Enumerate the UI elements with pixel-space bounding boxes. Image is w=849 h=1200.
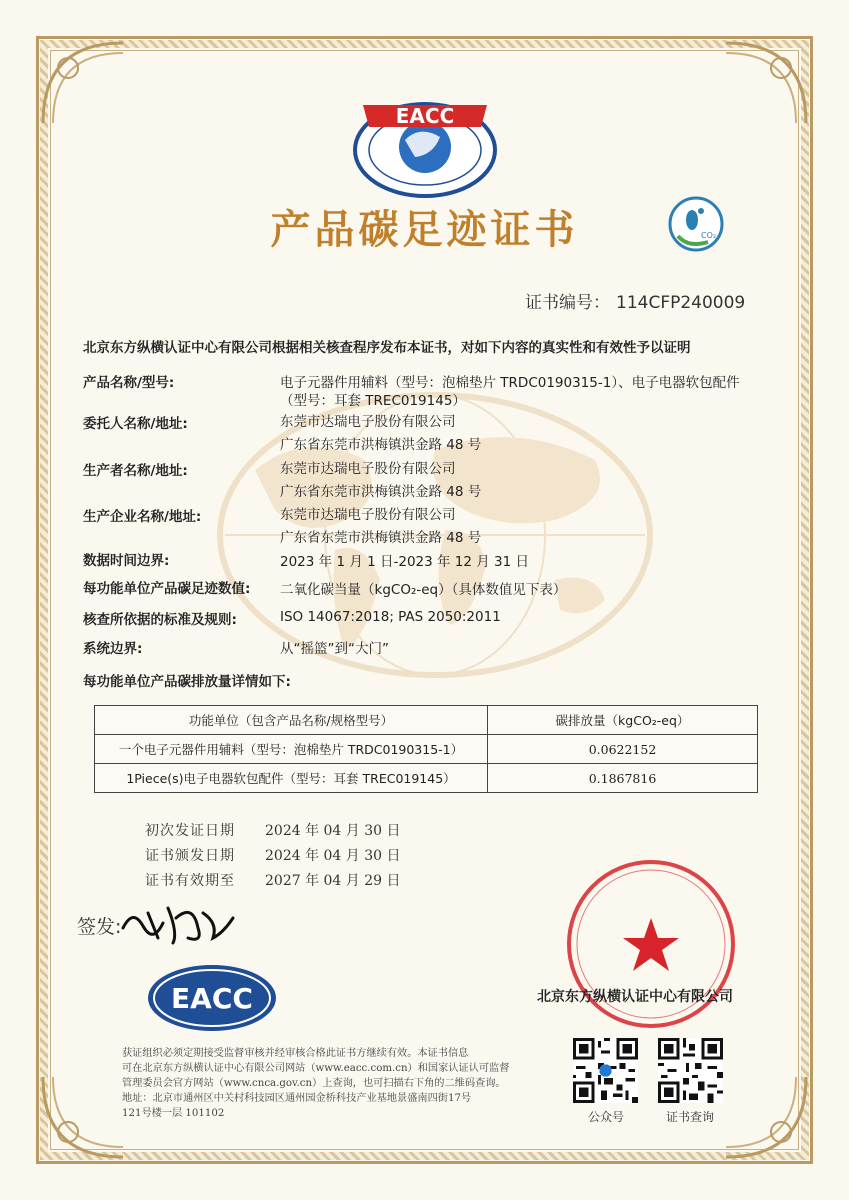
client-address: 广东省东莞市洪梅镇洪金路 48 号: [280, 437, 482, 453]
product-value-line2: （型号：耳套 TREC019145）: [280, 393, 466, 409]
table-row: [95, 735, 758, 764]
table-cell-unit: 1Piece(s)电子电器软包配件（型号：耳套 TREC019145）: [95, 764, 488, 793]
cert-no-value: 114CFP240009: [616, 293, 746, 313]
table-header-emission: 碳排放量（kgCO₂-eq）: [488, 706, 758, 735]
logo-eacc-text: EACC: [395, 104, 455, 128]
standard-label: 核查所依据的标准及规则:: [83, 612, 237, 628]
date-value: 2027 年 04 月 29 日: [265, 873, 401, 889]
footer-line: 获证组织必须定期接受监督审核并经审核合格此证书方继续有效。本证书信息: [122, 1048, 469, 1059]
client-name: 东莞市达瑞电子股份有限公司: [280, 414, 456, 430]
table-header-row: [95, 706, 758, 735]
producer-name: 东莞市达瑞电子股份有限公司: [280, 461, 456, 477]
certificate-title: 产品碳足迹证书: [270, 207, 579, 253]
svg-text:EACC: EACC: [171, 982, 253, 1015]
corner-ornament-top-right: [721, 38, 811, 128]
wechat-qr-code[interactable]: [573, 1038, 638, 1103]
footer-line: 地址：北京市通州区中关村科技园区通州园金桥科技产业基地景盛南四街17号: [122, 1093, 472, 1104]
footer-line: 121号楼一层 101102: [122, 1108, 225, 1119]
enterprise-label: 生产企业名称/地址:: [83, 509, 202, 525]
handwritten-signature: [118, 898, 238, 948]
system-boundary-value: 从“摇篮”到“大门”: [280, 641, 389, 657]
table-cell-unit: 一个电子元器件用辅料（型号：泡棉垫片 TRDC0190315-1）: [95, 735, 488, 764]
corner-ornament-top-left: [38, 38, 128, 128]
footer-line: 可在北京东方纵横认证中心有限公司网站（www.eacc.com.cn）和国家认证认可监督: [122, 1063, 510, 1074]
date-value: 2024 年 04 月 30 日: [265, 823, 401, 839]
footer-line: 管理委员会官方网站（www.cnca.gov.cn）上查询，也可扫描右下角的二维码查询。: [122, 1078, 506, 1089]
enterprise-name: 东莞市达瑞电子股份有限公司: [280, 507, 456, 523]
issuer-name: 北京东方纵横认证中心有限公司: [537, 989, 733, 1005]
date-label: 证书颁发日期: [145, 848, 235, 864]
date-row-expiry: [145, 870, 401, 895]
cfp-value: 二氧化碳当量（kgCO₂-eq）（具体数值见下表）: [280, 582, 567, 598]
footer-notice: [122, 1046, 557, 1121]
cert-no-label: 证书编号：: [525, 293, 610, 313]
certificate-query-qr-code[interactable]: [658, 1038, 723, 1103]
table-cell-emission: 0.0622152: [488, 735, 758, 764]
enterprise-address: 广东省东莞市洪梅镇洪金路 48 号: [280, 530, 482, 546]
product-label: 产品名称/型号:: [83, 375, 175, 391]
client-label: 委托人名称/地址:: [83, 416, 188, 432]
date-row-first-issue: [145, 820, 401, 845]
wechat-qr-label: 公众号: [588, 1110, 625, 1124]
certificate-number: [525, 288, 745, 313]
certificate-dates: [145, 820, 401, 895]
producer-address: 广东省东莞市洪梅镇洪金路 48 号: [280, 484, 482, 500]
producer-label: 生产者名称/地址:: [83, 463, 188, 479]
product-value-line1: 电子元器件用辅料（型号：泡棉垫片 TRDC0190315-1）、电子电器软包配件: [280, 375, 740, 391]
corner-ornament-bottom-right: [721, 1072, 811, 1162]
table-cell-emission: 0.1867816: [488, 764, 758, 793]
signature-label: 签发:: [77, 916, 122, 938]
intro-statement: 北京东方纵横认证中心有限公司根据相关核查程序发布本证书，对如下内容的真实性和有效性予以证明: [83, 340, 691, 356]
eacc-logo-bottom: [145, 962, 280, 1034]
time-boundary-label: 数据时间边界:: [83, 553, 170, 569]
emission-table: [94, 705, 758, 793]
emission-detail-heading: 每功能单位产品碳排放量详情如下:: [83, 674, 291, 690]
standard-value: ISO 14067:2018; PAS 2050:2011: [280, 609, 501, 625]
table-header-unit: 功能单位（包含产品名称/规格型号）: [95, 706, 488, 735]
corner-ornament-bottom-left: [38, 1072, 128, 1162]
eacc-logo-top: [345, 85, 505, 200]
svg-text:CO₂: CO₂: [701, 231, 717, 240]
system-boundary-label: 系统边界:: [83, 641, 143, 657]
date-row-issue: [145, 845, 401, 870]
date-label: 初次发证日期: [145, 823, 235, 839]
query-qr-label: 证书查询: [666, 1110, 715, 1124]
cfp-value-label: 每功能单位产品碳足迹数值:: [83, 581, 251, 597]
time-boundary-value: 2023 年 1 月 1 日-2023 年 12 月 31 日: [280, 554, 530, 570]
date-value: 2024 年 04 月 30 日: [265, 848, 401, 864]
date-label: 证书有效期至: [145, 873, 235, 889]
carbon-footprint-icon: [668, 196, 724, 252]
table-row: [95, 764, 758, 793]
